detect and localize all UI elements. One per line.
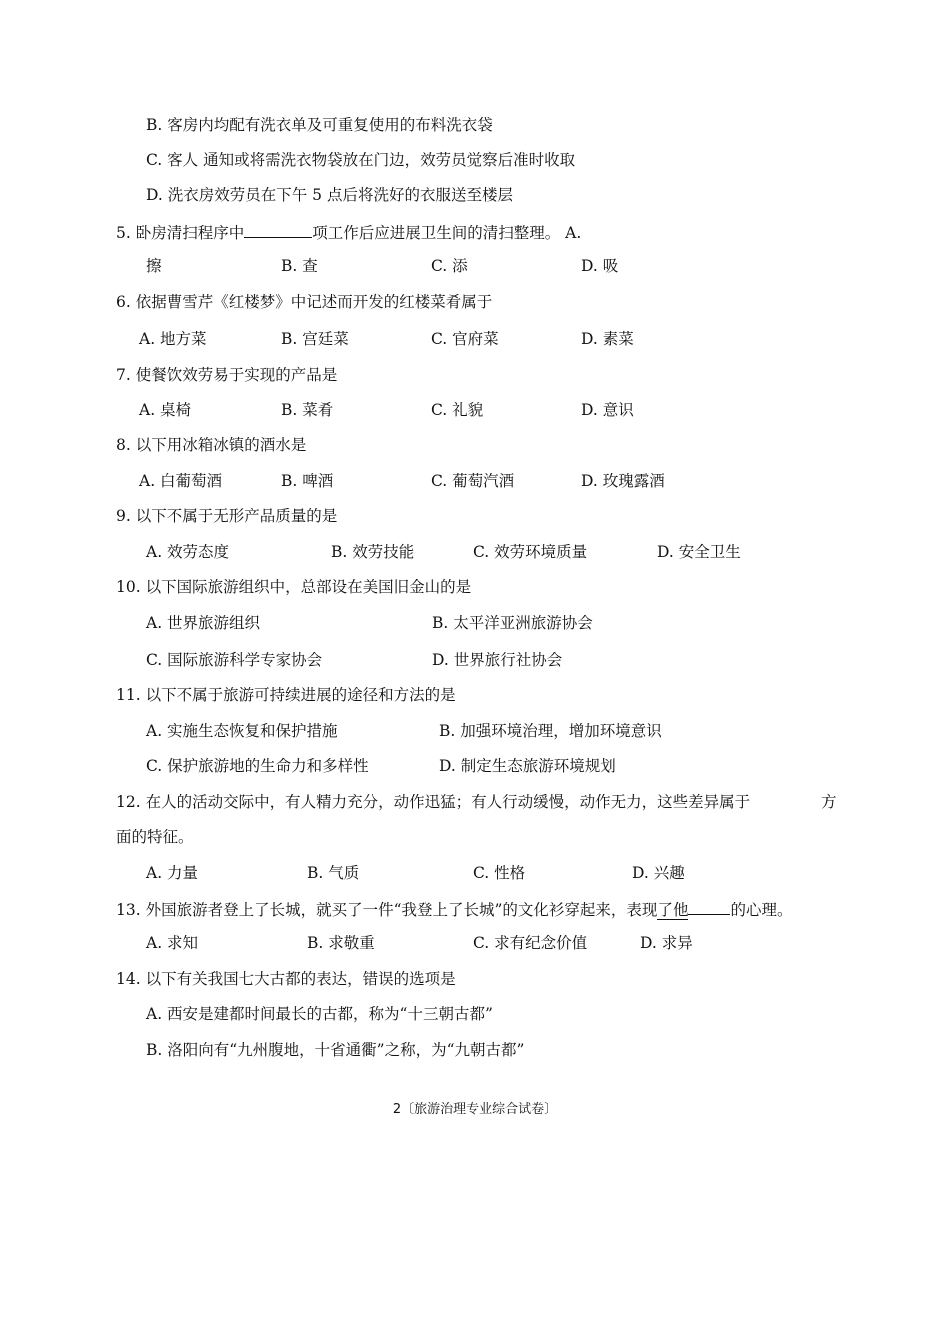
q7-option-b: B. 菜肴 — [281, 401, 334, 419]
q13-stem-pre: 13. 外国旅游者登上了长城，就买了一件“我登上了长城”的文化衫穿起来，表现 — [116, 901, 658, 919]
q13-underlined: 了他 — [657, 901, 689, 919]
q9-stem: 9. 以下不属于无形产品质量的是 — [116, 507, 338, 525]
q12-option-d: D. 兴趣 — [632, 864, 685, 882]
q14-stem: 14. 以下有关我国七大古都的表达，错误的选项是 — [116, 970, 456, 988]
q4-option-c: C. 客人 通知或将需洗衣物袋放在门边，效劳员觉察后准时收取 — [146, 151, 576, 169]
q9-option-a: A. 效劳态度 — [146, 543, 230, 561]
q5-option-c: C. 添 — [431, 257, 468, 275]
q13-option-b: B. 求敬重 — [307, 934, 375, 952]
q12-option-a: A. 力量 — [146, 864, 199, 882]
q5-blank — [244, 221, 312, 238]
q7-option-a: A. 桌椅 — [139, 401, 192, 419]
q12-option-b: B. 气质 — [307, 864, 360, 882]
q13-option-a: A. 求知 — [146, 934, 199, 952]
q5-stem-pre: 5. 卧房清扫程序中 — [116, 224, 245, 242]
q10-option-a: A. 世界旅游组织 — [146, 614, 261, 632]
q4-option-d: D. 洗衣房效劳员在下午 5 点后将洗好的衣服送至楼层 — [146, 186, 513, 204]
q13-blank — [688, 898, 730, 915]
q11-option-d: D. 制定生态旅游环境规划 — [439, 757, 616, 775]
q6-stem: 6. 依据曹雪芹《红楼梦》中记述而开发的红楼菜肴属于 — [116, 293, 493, 311]
q6-option-d: D. 素菜 — [581, 330, 634, 348]
q13-stem — [116, 898, 792, 920]
q10-stem: 10. 以下国际旅游组织中，总部设在美国旧金山的是 — [116, 578, 472, 596]
q8-stem: 8. 以下用冰箱冰镇的酒水是 — [116, 436, 307, 454]
q10-option-b: B. 太平洋亚洲旅游协会 — [432, 614, 593, 632]
q13-option-c: C. 求有纪念价值 — [473, 934, 588, 952]
q14-option-b: B. 洛阳向有“九州腹地，十省通衢”之称，为“九朝古都” — [146, 1041, 525, 1059]
q8-option-a: A. 白葡萄酒 — [139, 472, 223, 490]
q5-option-a: 擦 — [146, 257, 162, 275]
q7-option-c: C. 礼貌 — [431, 401, 484, 419]
q12-option-c: C. 性格 — [473, 864, 526, 882]
q12-stem-line1-tail: 方 — [821, 793, 837, 811]
q11-option-b: B. 加强环境治理，增加环境意识 — [439, 722, 662, 740]
q4-option-b: B. 客房内均配有洗衣单及可重复使用的布料洗衣袋 — [146, 116, 493, 134]
q9-option-b: B. 效劳技能 — [331, 543, 415, 561]
q12-stem-line2: 面的特征。 — [116, 828, 194, 846]
q5-stem — [116, 221, 581, 243]
q8-option-b: B. 啤酒 — [281, 472, 334, 490]
page-footer: 2〔旅游治理专业综合试卷〕 — [392, 1102, 558, 1117]
q11-option-c: C. 保护旅游地的生命力和多样性 — [146, 757, 369, 775]
q7-option-d: D. 意识 — [581, 401, 634, 419]
q8-option-d: D. 玫瑰露酒 — [581, 472, 665, 490]
q11-stem: 11. 以下不属于旅游可持续进展的途径和方法的是 — [116, 686, 456, 704]
q10-option-c: C. 国际旅游科学专家协会 — [146, 651, 323, 669]
q5-option-d: D. 吸 — [581, 257, 619, 275]
q6-option-c: C. 官府菜 — [431, 330, 499, 348]
q13-stem-post: 的心理。 — [730, 901, 793, 919]
q5-option-b: B. 查 — [281, 257, 318, 275]
q6-option-b: B. 宫廷菜 — [281, 330, 349, 348]
q14-option-a: A. 西安是建都时间最长的古都，称为“十三朝古都” — [146, 1005, 493, 1023]
q6-option-a: A. 地方菜 — [139, 330, 207, 348]
q8-option-c: C. 葡萄汽酒 — [431, 472, 515, 490]
q11-option-a: A. 实施生态恢复和保护措施 — [146, 722, 338, 740]
q9-option-d: D. 安全卫生 — [657, 543, 741, 561]
q12-stem-line1: 12. 在人的活动交际中，有人精力充分，动作迅猛；有人行动缓慢，动作无力，这些差异属于 — [116, 793, 751, 811]
q7-stem: 7. 使餐饮效劳易于实现的产品是 — [116, 366, 338, 384]
q5-stem-post: 项工作后应进展卫生间的清扫整理。 A. — [312, 224, 582, 242]
q10-option-d: D. 世界旅行社协会 — [432, 651, 563, 669]
q9-option-c: C. 效劳环境质量 — [473, 543, 588, 561]
q13-option-d: D. 求异 — [640, 934, 693, 952]
